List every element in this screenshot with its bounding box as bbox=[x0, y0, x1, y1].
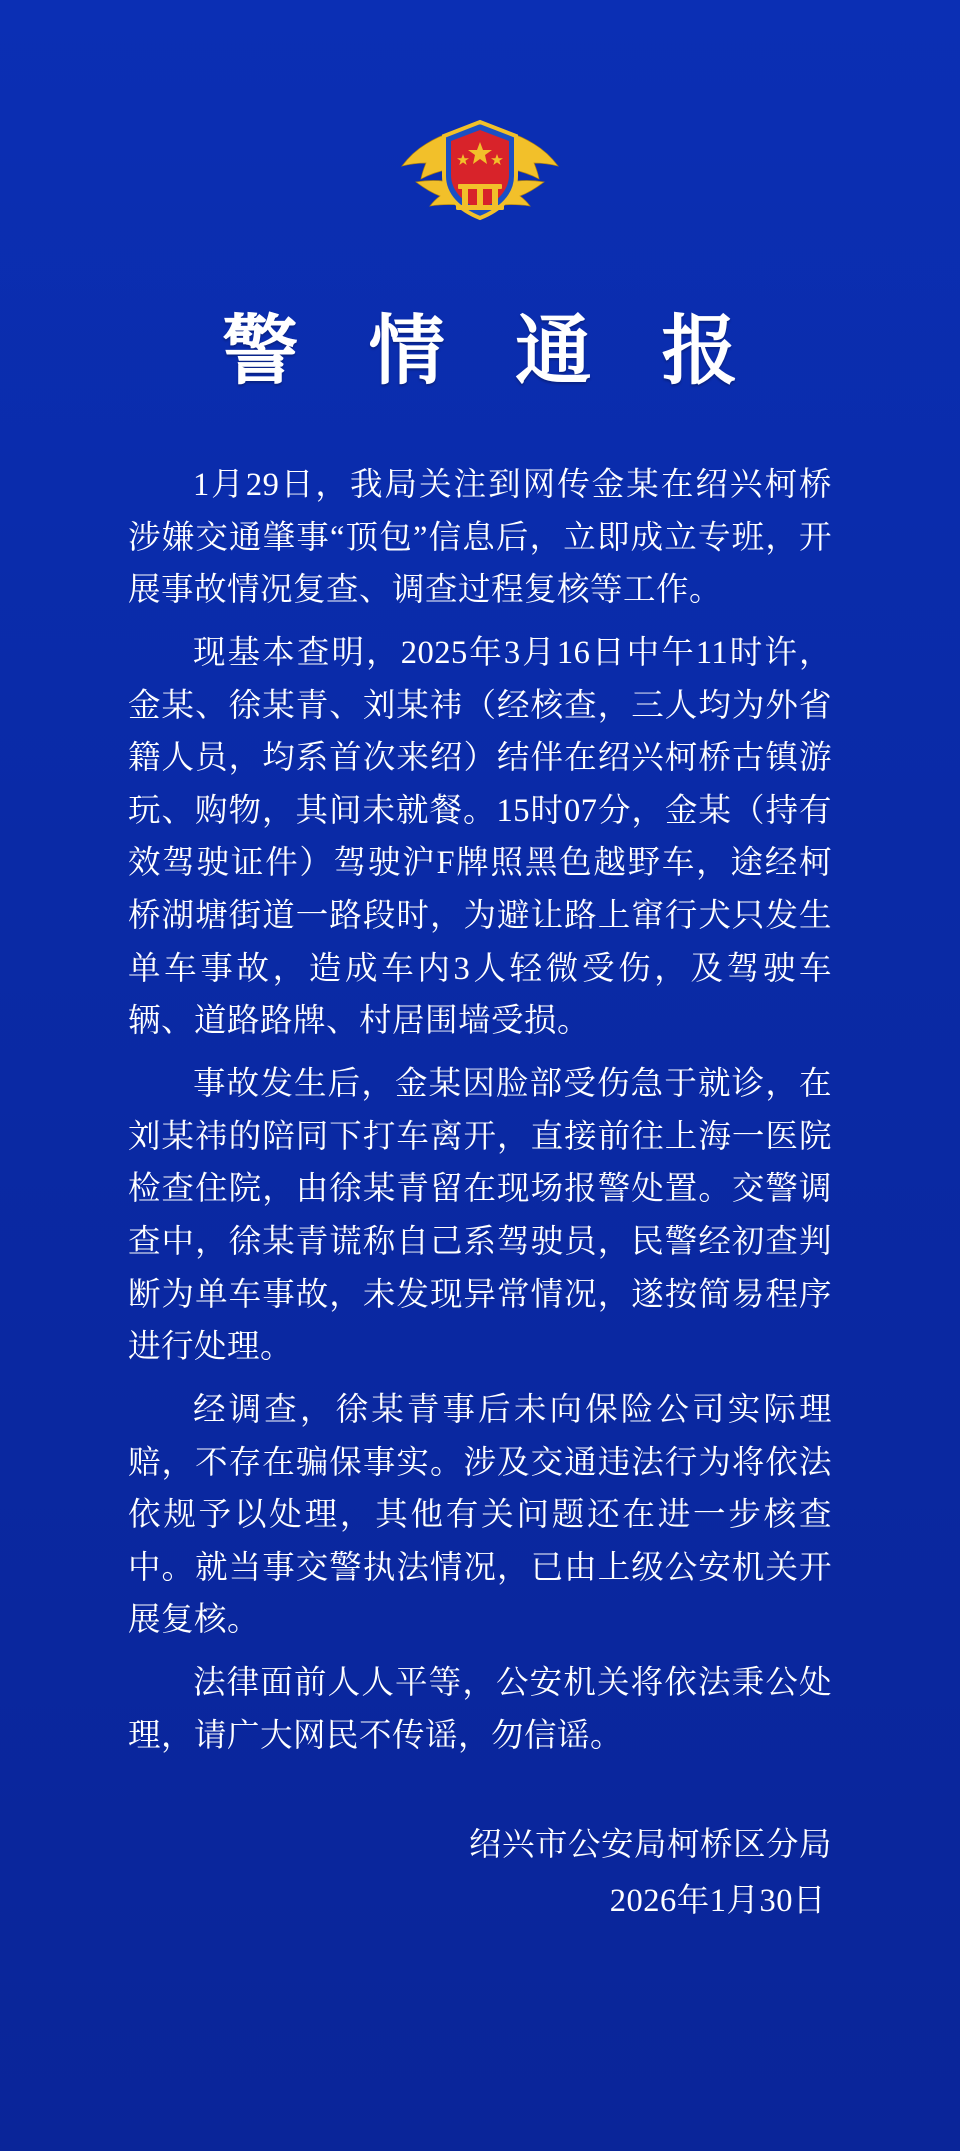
paragraph-2: 现基本查明，2025年3月16日中午11时许，金某、徐某青、刘某祎（经核查，三人均为外省籍人员，均系首次来绍）结伴在绍兴柯桥古镇游玩、购物，其间未就餐。15时07分，金某（持有效驾驶证件）驾驶沪F牌照黑色越野车，途经柯桥湖塘街道一路段时，为避让路上窜行犬只发生单车事故，造成车内3人轻微受伤，及驾驶车辆、道路路牌、村居围墙受损。 bbox=[128, 634, 832, 1040]
paragraph-4: 经调查，徐某青事后未向保险公司实际理赔，不存在骗保事实。涉及交通违法行为将依法依规予以处理，其他有关问题还在进一步核查中。就当事交警执法情况，已由上级公安机关开展复核。 bbox=[128, 1391, 832, 1639]
china-police-emblem-icon bbox=[396, 92, 564, 242]
emblem-container bbox=[128, 0, 832, 242]
issuing-organization: 绍兴市公安局柯桥区分局 bbox=[468, 1827, 832, 1864]
notice-body bbox=[128, 459, 832, 1762]
page-title: 警 情 通 报 bbox=[222, 306, 760, 395]
paragraph-1: 1月29日，我局关注到网传金某在绍兴柯桥涉嫌交通肇事“顶包”信息后，立即成立专班，开展事故情况复查、调查过程复核等工作。 bbox=[128, 467, 832, 609]
paragraph-5: 法律面前人人平等，公安机关将依法秉公处理，请广大网民不传谣，勿信谣。 bbox=[128, 1665, 832, 1754]
issue-date: 2026年1月30日 bbox=[609, 1882, 826, 1919]
signature-block bbox=[128, 1818, 832, 1929]
paragraph-3: 事故发生后，金某因脸部受伤急于就诊，在刘某祎的陪同下打车离开，直接前往上海一医院检查住院，由徐某青留在现场报警处置。交警调查中，徐某青谎称自己系驾驶员，民警经初查判断为单车事故，未发现异常情况，遂按简易程序进行处理。 bbox=[128, 1066, 832, 1366]
